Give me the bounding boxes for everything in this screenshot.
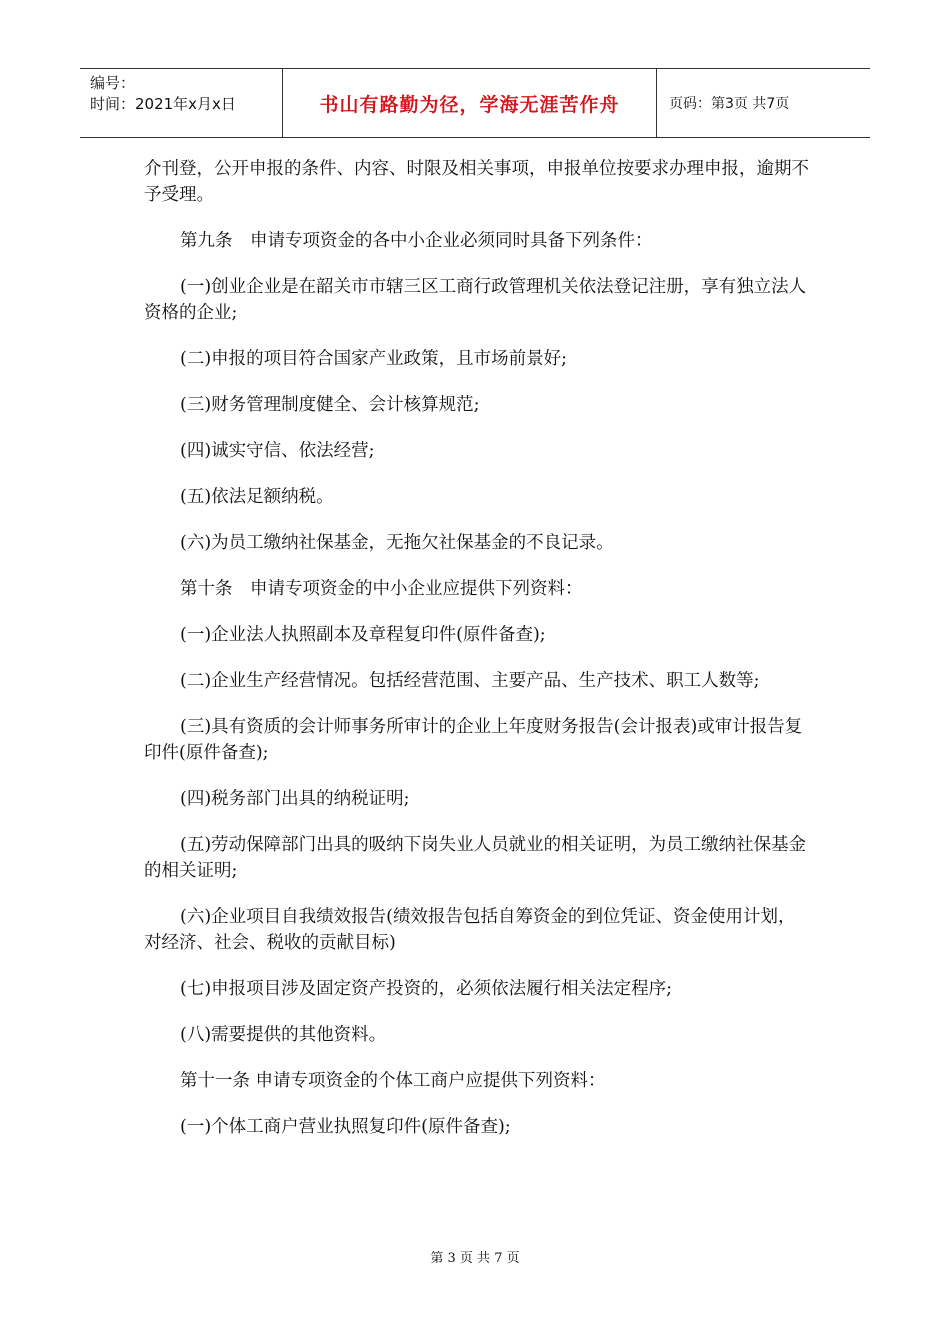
list-item: (三)具有资质的会计师事务所审计的企业上年度财务报告(会计报表)或审计报告复印件(原件备查); xyxy=(144,717,803,763)
list-item: (四)税务部门出具的纳税证明; xyxy=(180,789,410,809)
list-item: (五)依法足额纳税。 xyxy=(180,487,334,507)
list-item: (二)申报的项目符合国家产业政策，且市场前景好; xyxy=(180,349,568,369)
article-heading: 第十一条 申请专项资金的个体工商户应提供下列资料： xyxy=(180,1071,606,1091)
header-page-info: 页码：第3页 共7页 xyxy=(669,96,790,112)
document-number-label: 编号： xyxy=(90,74,136,92)
header-motto: 书山有路勤为径，学海无涯苦作舟 xyxy=(283,69,657,137)
header-meta-cell xyxy=(80,69,283,137)
document-date: 时间：2021年x月x日 xyxy=(90,95,236,113)
list-item: (八)需要提供的其他资料。 xyxy=(180,1025,387,1045)
list-item: (三)财务管理制度健全、会计核算规范; xyxy=(180,395,480,415)
list-item: (六)为员工缴纳社保基金，无拖欠社保基金的不良记录。 xyxy=(180,533,614,553)
document-body xyxy=(144,156,810,1140)
page-header xyxy=(80,68,870,138)
article-heading: 第九条 申请专项资金的各中小企业必须同时具备下列条件： xyxy=(180,231,653,251)
list-item: (七)申报项目涉及固定资产投资的，必须依法履行相关法定程序; xyxy=(180,979,673,999)
paragraph: 介刊登，公开申报的条件、内容、时限及相关事项，申报单位按要求办理申报，逾期不予受理。 xyxy=(144,159,809,205)
list-item: (一)个体工商户营业执照复印件(原件备查); xyxy=(180,1117,511,1137)
list-item: (五)劳动保障部门出具的吸纳下岗失业人员就业的相关证明，为员工缴纳社保基金的相关证明; xyxy=(144,835,807,881)
list-item: (一)企业法人执照副本及章程复印件(原件备查); xyxy=(180,625,546,645)
list-item: (二)企业生产经营情况。包括经营范围、主要产品、生产技术、职工人数等; xyxy=(180,671,760,691)
article-heading: 第十条 申请专项资金的中小企业应提供下列资料： xyxy=(180,579,583,599)
list-item: (六)企业项目自我绩效报告(绩效报告包括自筹资金的到位凭证、资金使用计划，对经济、社会、税收的贡献目标) xyxy=(144,907,796,953)
list-item: (四)诚实守信、依法经营; xyxy=(180,441,375,461)
list-item: (一)创业企业是在韶关市市辖三区工商行政管理机关依法登记注册，享有独立法人资格的企业; xyxy=(144,277,807,323)
page-footer: 第 3 页 共 7 页 xyxy=(430,1251,520,1266)
